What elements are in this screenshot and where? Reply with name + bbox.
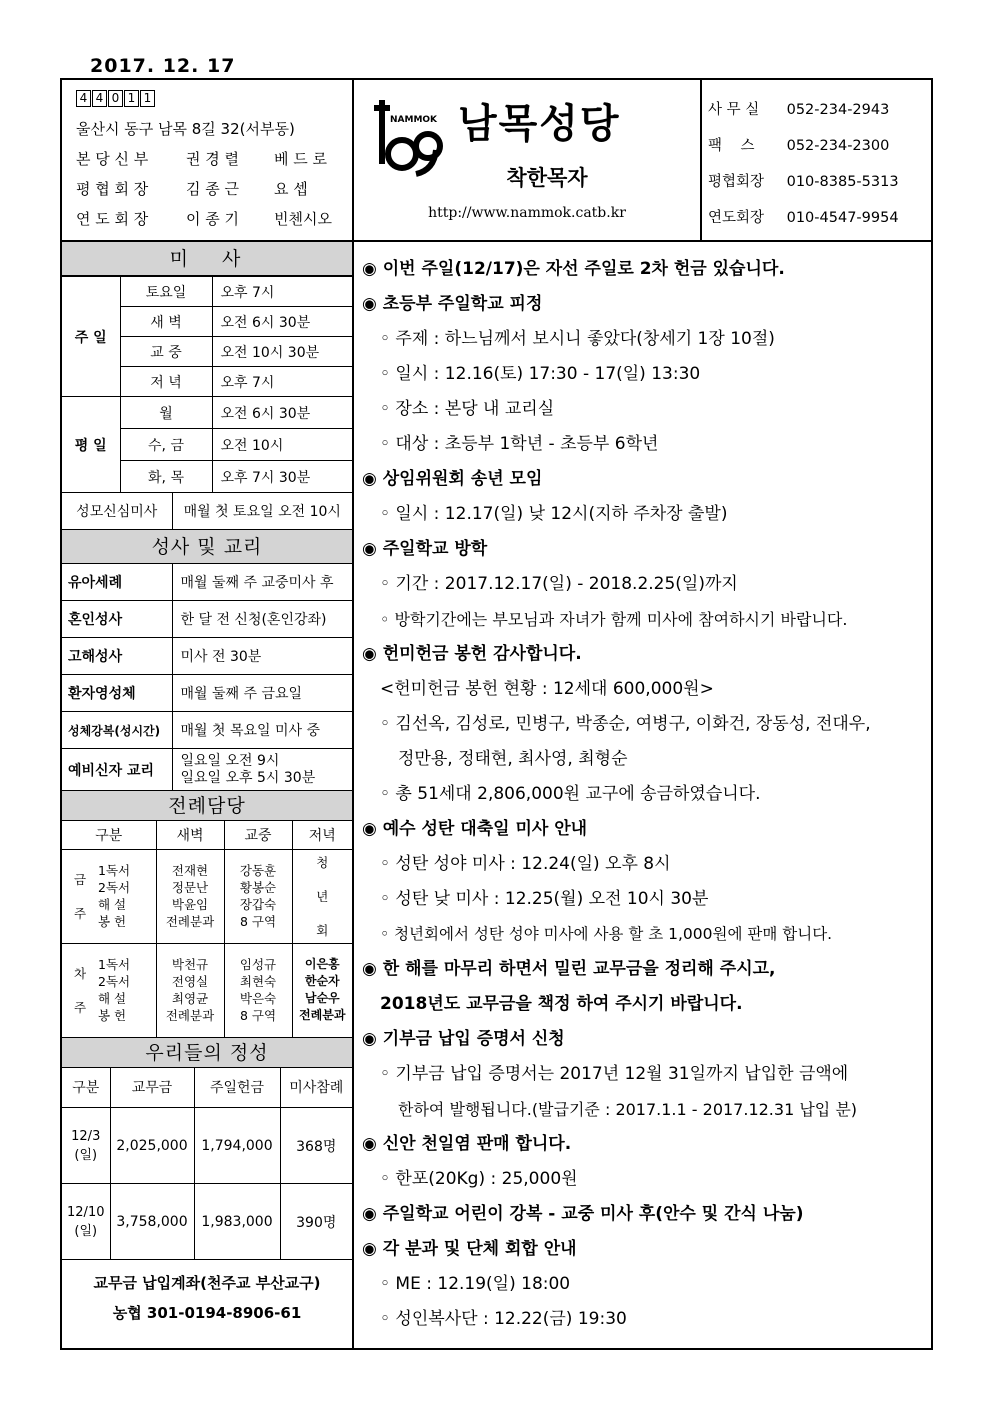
- account-number: 농협 301-0194-8906-61: [112, 1304, 302, 1322]
- notice-line: ◉ 이번 주일(12/17)은 자선 주일로 2차 헌금 있습니다.: [362, 259, 785, 279]
- offering-date: 12/10 (일): [62, 1184, 110, 1260]
- sacrament-info: 매월 둘째 주 금요일: [172, 675, 352, 712]
- staff-role: 본 당 신 부: [76, 150, 149, 168]
- notice-line: ◦ 성인복사단 : 12.22(금) 19:30: [380, 1309, 627, 1329]
- notice-line: 한하여 발행됩니다.(발급기준 : 2017.1.1 - 2017.12.31 납입 분): [398, 1100, 858, 1119]
- left-column: [62, 242, 354, 1350]
- contact-number: 052-234-2300: [786, 138, 890, 154]
- contact-label: 사 무 실: [708, 102, 760, 118]
- mass-time: 오전 6시 30분: [212, 307, 352, 337]
- offering-header: 주일헌금: [194, 1068, 280, 1108]
- weekday-label: 평 일: [62, 397, 120, 493]
- staff-role: 평 협 회 장: [76, 180, 149, 198]
- notice-line: ◉ 주일학교 어린이 강복 - 교중 미사 후(안수 및 간식 나눔): [362, 1204, 804, 1224]
- offering-table: [62, 1068, 352, 1261]
- header: [62, 80, 931, 242]
- notice-line: ◉ 각 분과 및 단체 회합 안내: [362, 1239, 577, 1259]
- mass-day: 교 중: [120, 337, 212, 367]
- church-title-block: [354, 80, 702, 240]
- sacrament-info: 매월 첫 목요일 미사 중: [172, 712, 352, 749]
- contact-number: 010-8385-5313: [786, 174, 899, 190]
- notice-line: ◉ 한 해를 마무리 하면서 밀린 교무금을 정리해 주시고,: [362, 959, 776, 979]
- zip-digit: 4: [76, 90, 91, 107]
- notice-line: ◦ 총 51세대 2,806,000원 교구에 송금하였습니다.: [380, 784, 761, 804]
- evening-ministers: 이은홍 한순자 남순우 전례분과: [292, 943, 352, 1037]
- contact-number: 052-234-2943: [786, 102, 890, 118]
- mass-day: 저 녁: [120, 367, 212, 397]
- main-ministers: 임성규 최현숙 박은숙 8 구역: [224, 943, 292, 1037]
- mass-day: 새 벽: [120, 307, 212, 337]
- notice-line: ◦ 성탄 성야 미사 : 12.24(일) 오후 8시: [380, 854, 671, 874]
- staff-baptismal-name: 베 드 로: [274, 150, 328, 168]
- mass-day: 화, 목: [120, 461, 212, 493]
- notice-line: ◦ 방학기간에는 부모님과 자녀가 함께 미사에 참여하시기 바랍니다.: [380, 610, 848, 629]
- special-mass-label: 성모신심미사: [62, 493, 172, 529]
- logo-text: NAMMOK: [390, 115, 438, 125]
- liturgy-roles: 1독서 2독서 해 설 봉 헌: [98, 957, 131, 1023]
- bulletin-frame: [60, 78, 933, 1350]
- mass-section-title: 미 사: [62, 242, 352, 276]
- notice-line: ◉ 상임위원회 송년 모임: [362, 469, 543, 489]
- notice-line: 정만용, 정태현, 최사영, 최형순: [398, 749, 628, 769]
- sacrament-info: 매월 둘째 주 교중미사 후: [172, 564, 352, 601]
- staff-baptismal-name: 요 셉: [274, 180, 308, 198]
- account-label: 교무금 납입계좌(천주교 부산교구): [93, 1274, 321, 1292]
- sunday-label: 주 일: [62, 277, 120, 397]
- account-info: [62, 1260, 352, 1328]
- church-subtitle: 착한목자: [506, 166, 588, 190]
- offering-attendance: 390명: [280, 1184, 352, 1260]
- sacrament-name: 유아세례: [62, 564, 172, 601]
- notice-line: ◉ 기부금 납입 증명서 신청: [362, 1029, 565, 1049]
- staff-row: [76, 204, 352, 234]
- notice-line: ◦ ME : 12.19(일) 18:00: [380, 1274, 571, 1294]
- notice-line: 2018년도 교무금을 책정 하여 주시기 바랍니다.: [380, 994, 743, 1014]
- church-name: 남목성당: [458, 101, 621, 147]
- sacraments-table: [62, 564, 352, 792]
- week-label: 차 주: [73, 965, 87, 1015]
- parish-info: [62, 80, 354, 240]
- evening-ministers: 청 년 회: [292, 849, 352, 943]
- dawn-ministers: 전재현 정문난 박윤임 전례분과: [156, 849, 224, 943]
- mass-day: 월: [120, 397, 212, 429]
- mass-time: 오후 7시 30분: [212, 461, 352, 493]
- notice-line: ◦ 장소 : 본당 내 교리실: [380, 399, 555, 419]
- zip-digit: 1: [124, 90, 139, 107]
- sacrament-name: 성체강복(성시간): [62, 712, 172, 749]
- address: 울산시 동구 남목 8길 32(서부동): [76, 120, 295, 138]
- staff-name: 이 종 기: [186, 210, 240, 228]
- zip-digit: 0: [108, 90, 123, 107]
- notice-line: ◦ 기부금 납입 증명서는 2017년 12월 31일까지 납입한 금액에: [380, 1064, 849, 1084]
- staff-row: [76, 144, 352, 174]
- sacrament-name: 혼인성사: [62, 601, 172, 638]
- offering-date: 12/3 (일): [62, 1108, 110, 1184]
- mass-day: 수, 금: [120, 429, 212, 461]
- contact-number: 010-4547-9954: [786, 210, 899, 226]
- offering-dues: 2,025,000: [110, 1108, 194, 1184]
- notice-line: ◦ 성탄 낮 미사 : 12.25(월) 오전 10시 30분: [380, 889, 709, 909]
- offering-collection: 1,794,000: [194, 1108, 280, 1184]
- liturgy-header: 저녁: [292, 821, 352, 849]
- offering-header: 교무금: [110, 1068, 194, 1108]
- contact-row: [708, 164, 931, 200]
- mass-time: 오후 7시: [212, 367, 352, 397]
- mass-day: 토요일: [120, 277, 212, 307]
- notice-line: ◦ 기간 : 2017.12.17(일) - 2018.2.25(일)까지: [380, 574, 738, 594]
- offering-collection: 1,983,000: [194, 1184, 280, 1260]
- staff-name: 권 경 렬: [186, 150, 240, 168]
- zip-digit: 1: [140, 90, 155, 107]
- bulletin-date: 2017. 12. 17: [90, 55, 236, 77]
- staff-name: 김 종 근: [186, 180, 240, 198]
- notices: [354, 242, 931, 1350]
- notice-line: ◦ 일시 : 12.17(일) 낮 12시(지하 주차장 출발): [380, 504, 728, 524]
- mass-schedule-table: [62, 276, 352, 493]
- contact-row: [708, 92, 931, 128]
- offering-attendance: 368명: [280, 1108, 352, 1184]
- contact-row: [708, 128, 931, 164]
- offering-header: 구분: [62, 1068, 110, 1108]
- notice-line: ◉ 신안 천일염 판매 합니다.: [362, 1134, 572, 1154]
- mass-time: 오전 10시: [212, 429, 352, 461]
- notice-line: ◦ 일시 : 12.16(토) 17:30 - 17(일) 13:30: [380, 364, 701, 384]
- zip-code: [76, 90, 352, 112]
- staff-role: 연 도 회 장: [76, 210, 149, 228]
- contact-label: 팩 스: [708, 138, 755, 154]
- sacraments-section-title: 성사 및 교리: [62, 530, 352, 564]
- notice-line: ◦ 주제 : 하느님께서 보시니 좋았다(창세기 1장 10절): [380, 329, 775, 349]
- offering-header: 미사참례: [280, 1068, 352, 1108]
- sacrament-name: 고해성사: [62, 638, 172, 675]
- notice-line: ◉ 헌미헌금 봉헌 감사합니다.: [362, 644, 582, 664]
- notice-line: ◦ 한포(20Kg) : 25,000원: [380, 1169, 578, 1189]
- notice-line: <헌미헌금 봉헌 현황 : 12세대 600,000원>: [380, 679, 714, 699]
- liturgy-roles: 1독서 2독서 해 설 봉 헌: [98, 863, 131, 929]
- week-label: 금 주: [73, 871, 87, 921]
- sacrament-name: 예비신자 교리: [62, 749, 172, 791]
- main-ministers: 강동훈 황봉순 장갑숙 8 구역: [224, 849, 292, 943]
- offering-section-title: 우리들의 정성: [62, 1038, 352, 1068]
- zip-digit: 4: [92, 90, 107, 107]
- catechumen-time: 일요일 오후 5시 30분: [180, 769, 316, 786]
- liturgy-table: [62, 821, 352, 1038]
- liturgy-section-title: 전례담당: [62, 791, 352, 821]
- sacrament-name: 환자영성체: [62, 675, 172, 712]
- notice-line: ◉ 초등부 주일학교 피정: [362, 294, 543, 314]
- catechumen-time: 일요일 오전 9시: [180, 752, 280, 769]
- staff-baptismal-name: 빈첸시오: [274, 210, 332, 228]
- contacts: [702, 80, 931, 240]
- mass-time: 오전 6시 30분: [212, 397, 352, 429]
- offering-dues: 3,758,000: [110, 1184, 194, 1260]
- church-url[interactable]: http://www.nammok.catb.kr: [428, 205, 626, 221]
- contact-label: 평협회장: [708, 174, 765, 190]
- staff-row: [76, 174, 352, 204]
- special-mass-table: [62, 493, 352, 530]
- contact-row: [708, 200, 931, 236]
- liturgy-header: 구분: [62, 821, 156, 849]
- liturgy-header: 새벽: [156, 821, 224, 849]
- contact-label: 연도회장: [708, 210, 765, 226]
- notice-line: ◦ 김선옥, 김성로, 민병구, 박종순, 여병구, 이화건, 장동성, 전대우,: [380, 714, 871, 734]
- notice-line: ◦ 대상 : 초등부 1학년 - 초등부 6학년: [380, 434, 659, 454]
- mass-time: 오후 7시: [212, 277, 352, 307]
- mass-time: 오전 10시 30분: [212, 337, 352, 367]
- dawn-ministers: 박천규 전영실 최영균 전례분과: [156, 943, 224, 1037]
- notice-line: ◦ 청년회에서 성탄 성야 미사에 사용 할 초 1,000원에 판매 합니다.: [380, 925, 833, 943]
- sacrament-info: 한 달 전 신청(혼인강좌): [172, 601, 352, 638]
- notice-line: ◉ 주일학교 방학: [362, 539, 488, 559]
- liturgy-header: 교중: [224, 821, 292, 849]
- sacrament-info: 미사 전 30분: [172, 638, 352, 675]
- notice-line: ◉ 예수 성탄 대축일 미사 안내: [362, 819, 588, 839]
- special-mass-time: 매월 첫 토요일 오전 10시: [172, 493, 352, 529]
